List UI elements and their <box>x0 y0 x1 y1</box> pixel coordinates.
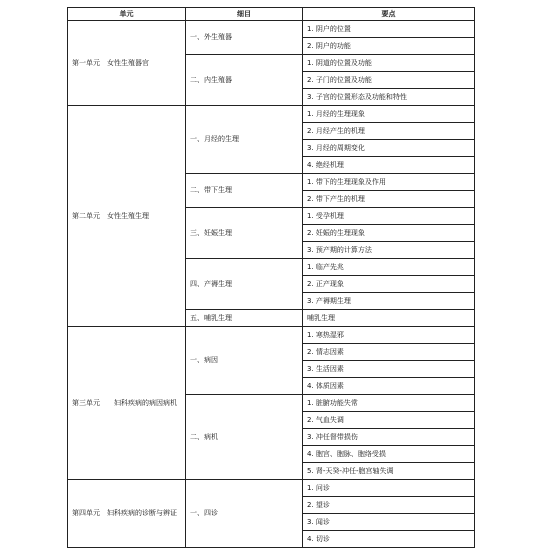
point-cell: 1. 寒热湿邪 <box>303 327 475 344</box>
unit-cell: 第二单元 女性生殖生理 <box>68 106 186 327</box>
item-cell: 四、产褥生理 <box>186 259 303 310</box>
header-point: 要点 <box>303 8 475 21</box>
point-cell: 1. 临产先兆 <box>303 259 475 276</box>
unit-cell: 第三单元 妇科疾病的病因病机 <box>68 327 186 480</box>
table-row <box>68 480 475 497</box>
point-cell: 2. 正产现象 <box>303 276 475 293</box>
point-cell: 4. 体质因素 <box>303 378 475 395</box>
point-cell: 1. 受孕机理 <box>303 208 475 225</box>
unit-cell: 第四单元 妇科疾病的诊断与辨证 <box>68 480 186 548</box>
point-cell: 3. 月经的周期变化 <box>303 140 475 157</box>
unit-cell: 第一单元 女性生殖器官 <box>68 21 186 106</box>
point-cell: 1. 问诊 <box>303 480 475 497</box>
point-cell: 3. 闻诊 <box>303 514 475 531</box>
point-cell: 1. 阴户的位置 <box>303 21 475 38</box>
item-cell: 二、内生殖器 <box>186 55 303 106</box>
point-cell: 1. 脏腑功能失常 <box>303 395 475 412</box>
syllabus-table <box>67 7 475 548</box>
item-cell: 一、病因 <box>186 327 303 395</box>
header-unit: 单元 <box>68 8 186 21</box>
point-cell: 1. 带下的生理现象及作用 <box>303 174 475 191</box>
point-cell: 2. 情志因素 <box>303 344 475 361</box>
point-cell: 4. 胞宫、胞脉、胞络受损 <box>303 446 475 463</box>
item-cell: 一、外生殖器 <box>186 21 303 55</box>
point-cell: 2. 子门的位置及功能 <box>303 72 475 89</box>
point-cell: 2. 气血失调 <box>303 412 475 429</box>
item-cell: 一、四诊 <box>186 480 303 548</box>
table-row <box>68 327 475 344</box>
point-cell: 4. 绝经机理 <box>303 157 475 174</box>
point-cell: 1. 月经的生理现象 <box>303 106 475 123</box>
header-item: 细目 <box>186 8 303 21</box>
point-cell: 3. 冲任督带损伤 <box>303 429 475 446</box>
point-cell: 3. 子宫的位置形态及功能和特性 <box>303 89 475 106</box>
table-row <box>68 21 475 38</box>
header-row <box>68 8 475 21</box>
point-cell: 3. 预产期的计算方法 <box>303 242 475 259</box>
table-body <box>68 21 475 548</box>
point-cell: 1. 阴道的位置及功能 <box>303 55 475 72</box>
item-cell: 二、病机 <box>186 395 303 480</box>
point-cell: 哺乳生理 <box>303 310 475 327</box>
point-cell: 2. 带下产生的机理 <box>303 191 475 208</box>
item-cell: 五、哺乳生理 <box>186 310 303 327</box>
item-cell: 一、月经的生理 <box>186 106 303 174</box>
point-cell: 4. 切诊 <box>303 531 475 548</box>
point-cell: 3. 生活因素 <box>303 361 475 378</box>
point-cell: 5. 肾-天癸-冲任-胞宫轴失调 <box>303 463 475 480</box>
item-cell: 二、带下生理 <box>186 174 303 208</box>
point-cell: 2. 阴户的功能 <box>303 38 475 55</box>
point-cell: 3. 产褥期生理 <box>303 293 475 310</box>
point-cell: 2. 望诊 <box>303 497 475 514</box>
point-cell: 2. 妊娠的生理现象 <box>303 225 475 242</box>
item-cell: 三、妊娠生理 <box>186 208 303 259</box>
point-cell: 2. 月经产生的机理 <box>303 123 475 140</box>
table-row <box>68 106 475 123</box>
